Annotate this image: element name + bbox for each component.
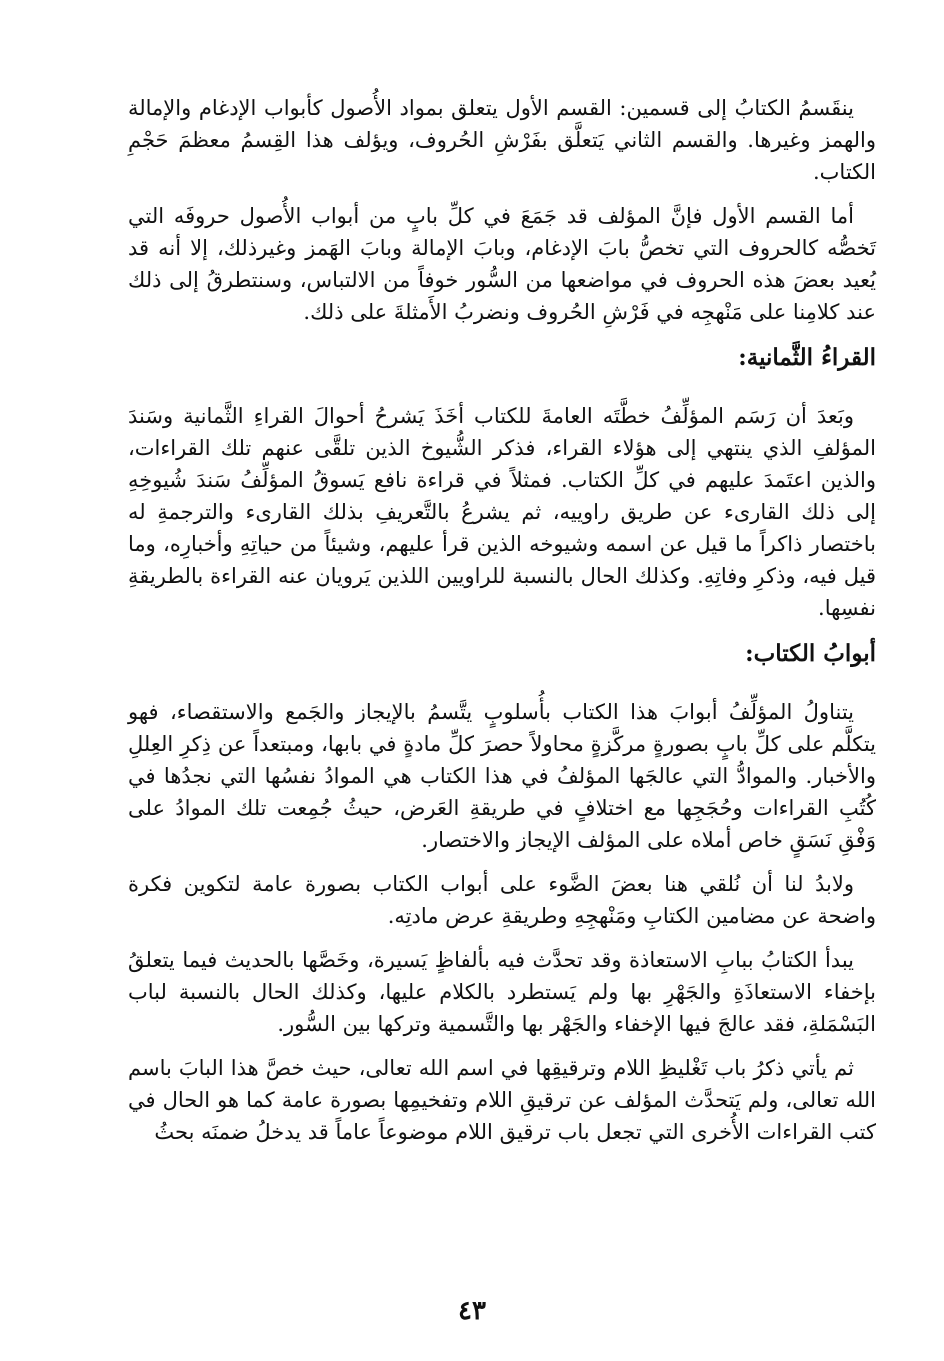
paragraph-chapters-2: ولابدُ لنا أن نُلقي هنا بعضَ الضَّوء على أبواب الكتاب بصورة عامة لتكوين فكرة واضحة عن مضامين الكتابِ ومَنْهجِهِ وطريقةِ عرض مادتِه. [128,872,876,928]
paragraph-chapters-3: يبدأ الكتابُ ببابِ الاستعاذة وقد تحدَّث فيه بألفاظٍ يَسيرة، وخَصَّها بالحديث فيما يتعلقُ بإخفاء الاستعاذَةِ والجَهْرِ بها ولم يَستطرد بالكلام عليها، وكذلك الحال بالنسبة لباب البَسْمَلةِ، فقد عالجَ فيها الإخفاء والجَهْر بها والتَّسمية وتركها بين السُّور. [128,948,876,1036]
page-number: ٤٣ [458,1296,486,1326]
section-heading-chapters: أبوابُ الكتاب: [745,640,876,667]
paragraph-intro-1: ينقَسمُ الكتابُ إلى قسمين: القسم الأول يتعلق بمواد الأُصول كأبواب الإدغام والإمالة والهمز وغيرها. والقسم الثاني يَتعلَّق بفَرْشِ الحُروف، ويؤلف هذا القِسمُ معظمَ حَجْمِ الكتاب. [128,96,876,184]
paragraph-readers-1: وبَعدَ أن رَسَم المؤلِّفُ خطَّتَه العامةَ للكتاب أخَذَ يَشرحُ أحوالَ القراءِ الثَّمانية وسَندَ المؤلفِ الذي ينتهي إلى هؤلاء القراء، فذكر الشُّيوخ الذين تلقَّى عنهم تلك القراءات، والذين اعتَمدَ عليهم في كلِّ الكتاب. فمثلاً في قراءة نافع يَسوقُ المؤلِّفُ سَندَ شُيوخِهِ إلى ذلك القارىء عن طريق راوييه، ثم يشرعُ بالتَّعريفِ بذلك القارىء والترجمةِ له باختصار ذاكراً ما قيل عن اسمه وشيوخه الذين قرأ عليهم، وشيئاً من حياتِهِ وأخبارِه، وما قيل فيه، وذكرِ وفاتِهِ. وكذلك الحال بالنسبة للراويين اللذين يَرويان عنه القراءة بالطريقةِ نفسِها. [128,404,876,620]
paragraph-chapters-1: يتناولُ المؤلِّفُ أبوابَ هذا الكتاب بأُسلوبٍ يتَّسمُ بالإيجاز والجَمع والاستقصاء، فهو يتكلَّم على كلِّ بابٍ بصورةٍ مركَّزةٍ محاولاً حصرَ كلِّ مادةٍ في بابها، ومبتعداً عن ذِكرِ العِللِ والأخبار. والموادُّ التي عالجَها المؤلفُ في هذا الكتاب هي الموادُ نفسُها التي نجدُها في كُتُبِ القراءات وحُجَجِها مع اختلافٍ في طريقةِ العَرض، حيثُ جُمِعت تلك الموادُ على وَفْقِ نَسَقٍ خاص أملاه على المؤلف الإيجاز والاختصار. [128,700,876,852]
paragraph-intro-2: أما القسم الأول فإنَّ المؤلف قد جَمَعَ في كلِّ بابٍ من أبواب الأُصول حروفَه التي تَخصُّه كالحروف التي تخصُّ بابَ الإدغام، وبابَ الإمالة وبابَ الهَمز وغيرذلك، إلا أنه قد يُعيد بعضَ هذه الحروف في مواضعها من السُّور خوفاً من الالتباس، وسنتطرقُ إلى ذلك عند كلامِنا على مَنْهجِه في فَرْشِ الحُروف ونضربُ الأَمثلةَ على ذلك. [128,204,876,324]
section-heading-readers: القراءُ الثَّمانية: [738,344,876,371]
paragraph-chapters-4: ثم يأتي ذكرُ باب تَغْليظِ اللام وترقيقِها في اسم الله تعالى، حيث خصَّ هذا البابَ باسم الله تعالى، ولم يَتحدَّث المؤلف عن ترقيقِ اللام وتفخيمِها بصورة عامة كما هو الحال في كتب القراءات الأُخرى التي تجعل باب ترقيق اللام موضوعاً عاماً قد يدخلُ ضمنَه بحثُ [128,1056,876,1144]
page-body [128,92,876,1160]
